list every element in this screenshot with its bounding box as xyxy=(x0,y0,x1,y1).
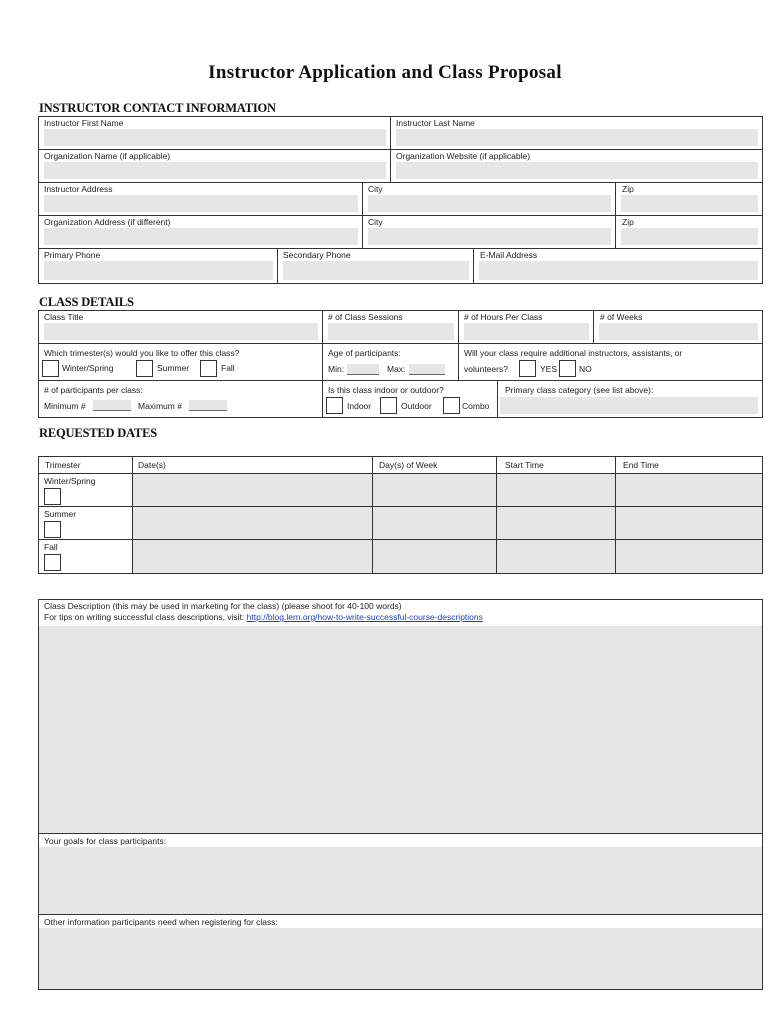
outdoor-checkbox[interactable] xyxy=(380,397,397,414)
no-option: NO xyxy=(579,364,592,374)
hours-field[interactable] xyxy=(458,310,594,344)
maximum-label: Maximum # xyxy=(138,401,182,411)
secondary-phone-label: Secondary Phone xyxy=(283,250,351,260)
tips-text: For tips on writing successful class descriptions, visit: xyxy=(44,612,245,622)
first-name-field[interactable] xyxy=(38,116,391,150)
fall-end-input[interactable] xyxy=(615,539,763,574)
minimum-label: Minimum # xyxy=(44,401,86,411)
row-summer-checkbox[interactable] xyxy=(44,521,61,538)
yes-option: YES xyxy=(540,364,558,374)
row-winter-label: Winter/Spring xyxy=(44,476,96,486)
fall-checkbox[interactable] xyxy=(200,360,217,377)
sessions-label: # of Class Sessions xyxy=(328,312,403,322)
class-title-label: Class Title xyxy=(44,312,84,322)
fall-dates-input[interactable] xyxy=(132,539,373,574)
age-question xyxy=(322,343,459,381)
dates-header-cell xyxy=(615,456,763,474)
fall-option: Fall xyxy=(221,363,235,373)
header-dates: Date(s) xyxy=(138,460,166,470)
primary-phone-label: Primary Phone xyxy=(44,250,101,260)
page-title: Instructor Application and Class Proposal xyxy=(208,62,562,83)
additional-staff-label: Will your class require additional instructors, assistants, or xyxy=(464,348,683,358)
trimester-question xyxy=(38,343,323,381)
indoor-question-label: Is this class indoor or outdoor? xyxy=(328,385,444,395)
summer-start-input[interactable] xyxy=(496,506,616,540)
org-name-label: Organization Name (if applicable) xyxy=(44,151,171,161)
summer-dates-input[interactable] xyxy=(132,506,373,540)
combo-checkbox[interactable] xyxy=(443,397,460,414)
contact-heading: INSTRUCTOR CONTACT INFORMATION xyxy=(39,101,276,115)
zip2-label: Zip xyxy=(622,217,634,227)
zip-field[interactable] xyxy=(615,182,763,216)
dates-header-cell xyxy=(132,456,373,474)
fall-days-input[interactable] xyxy=(372,539,497,574)
summer-end-input[interactable] xyxy=(615,506,763,540)
participants-question xyxy=(38,380,323,418)
winter-spring-checkbox[interactable] xyxy=(42,360,59,377)
no-checkbox[interactable] xyxy=(559,360,576,377)
goals-label: Your goals for class participants: xyxy=(44,836,167,846)
dates-table xyxy=(38,456,763,574)
combo-option: Combo xyxy=(462,401,490,411)
age-max-input[interactable] xyxy=(409,364,445,375)
indoor-option: Indoor xyxy=(347,401,372,411)
summer-days-input[interactable] xyxy=(372,506,497,540)
dates-header-cell xyxy=(38,456,133,474)
zip-label: Zip xyxy=(622,184,634,194)
description-label: Class Description (this may be used in marketing for the class) (please shoot for 40-100 words) xyxy=(44,601,402,611)
indoor-checkbox[interactable] xyxy=(326,397,343,414)
table-row xyxy=(38,473,133,507)
description-field[interactable] xyxy=(38,599,763,834)
age-label: Age of participants: xyxy=(328,348,401,358)
org-name-field[interactable] xyxy=(38,149,391,183)
email-label: E-Mail Address xyxy=(480,250,538,260)
additional-staff-question xyxy=(458,343,763,381)
org-website-field[interactable] xyxy=(390,149,763,183)
org-address-field[interactable] xyxy=(38,215,363,249)
row-fall-checkbox[interactable] xyxy=(44,554,61,571)
city-field[interactable] xyxy=(362,182,616,216)
last-name-field[interactable] xyxy=(390,116,763,150)
city2-field[interactable] xyxy=(362,215,616,249)
weeks-field[interactable] xyxy=(593,310,763,344)
header-days: Day(s) of Week xyxy=(379,460,438,470)
description-tips-label xyxy=(44,612,483,622)
dates-heading: REQUESTED DATES xyxy=(39,426,157,440)
first-name-label: Instructor First Name xyxy=(44,118,124,128)
row-winter-checkbox[interactable] xyxy=(44,488,61,505)
additional-staff-label-2: volunteers? xyxy=(464,364,508,374)
age-max-label: Max: xyxy=(387,364,406,374)
yes-checkbox[interactable] xyxy=(519,360,536,377)
city-label: City xyxy=(368,184,383,194)
org-address-label: Organization Address (if different) xyxy=(44,217,171,227)
summer-option: Summer xyxy=(157,363,190,373)
age-min-label: Min: xyxy=(328,364,345,374)
winter-dates-input[interactable] xyxy=(132,473,373,507)
outdoor-option: Outdoor xyxy=(401,401,432,411)
address-field[interactable] xyxy=(38,182,363,216)
header-trimester: Trimester xyxy=(45,460,81,470)
winter-spring-option: Winter/Spring xyxy=(62,363,114,373)
primary-phone-field[interactable] xyxy=(38,248,278,284)
trimester-question-label: Which trimester(s) would you like to offer this class? xyxy=(44,348,240,358)
class-title-field[interactable] xyxy=(38,310,323,344)
winter-end-input[interactable] xyxy=(615,473,763,507)
category-label: Primary class category (see list above): xyxy=(505,385,654,395)
table-row xyxy=(38,506,133,540)
weeks-label: # of Weeks xyxy=(600,312,643,322)
table-row xyxy=(38,539,133,574)
address-label: Instructor Address xyxy=(44,184,113,194)
summer-checkbox[interactable] xyxy=(136,360,153,377)
row-summer-label: Summer xyxy=(44,509,77,519)
dates-header-cell xyxy=(496,456,616,474)
minimum-input[interactable] xyxy=(93,400,131,411)
winter-start-input[interactable] xyxy=(496,473,616,507)
category-field[interactable] xyxy=(497,380,763,418)
zip2-field[interactable] xyxy=(615,215,763,249)
winter-days-input[interactable] xyxy=(372,473,497,507)
city2-label: City xyxy=(368,217,383,227)
email-field[interactable] xyxy=(473,248,763,284)
header-end: End Time xyxy=(623,460,659,470)
maximum-input[interactable] xyxy=(189,400,227,411)
org-website-label: Organization Website (if applicable) xyxy=(396,151,531,161)
secondary-phone-field[interactable] xyxy=(277,248,474,284)
participants-label: # of participants per class: xyxy=(44,385,143,395)
hours-label: # of Hours Per Class xyxy=(464,312,543,322)
dates-header-cell xyxy=(372,456,497,474)
fall-start-input[interactable] xyxy=(496,539,616,574)
tips-link[interactable]: http://blog.lern.org/how-to-write-successful-course-descriptions xyxy=(246,612,483,622)
goals-field[interactable] xyxy=(38,833,763,915)
other-info-field[interactable] xyxy=(38,914,763,990)
class-heading: CLASS DETAILS xyxy=(39,295,134,309)
row-fall-label: Fall xyxy=(44,542,58,552)
other-info-label: Other information participants need when registering for class: xyxy=(44,917,278,927)
age-min-input[interactable] xyxy=(347,364,379,375)
sessions-field[interactable] xyxy=(322,310,459,344)
header-start: Start Time xyxy=(505,460,544,470)
last-name-label: Instructor Last Name xyxy=(396,118,475,128)
indoor-question xyxy=(322,380,498,418)
